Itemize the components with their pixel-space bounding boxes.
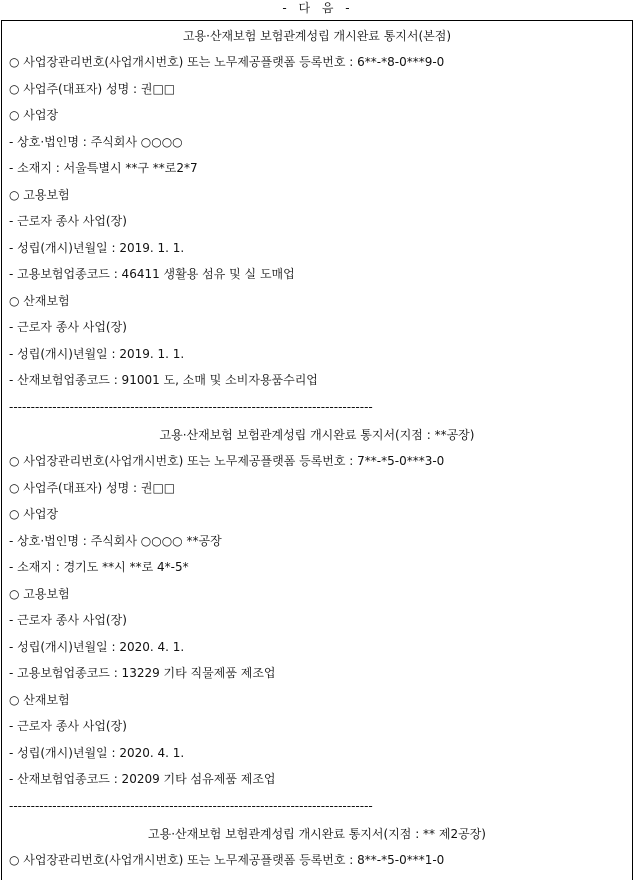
notice-line: ○ 사업주(대표자) 성명 : 권□□ [9, 481, 176, 495]
notice-line: - 산재보험업종코드 : 20209 기타 섬유제품 제조업 [9, 772, 276, 786]
notice-line: - 근로자 종사 사업(장) [9, 613, 127, 627]
notice-line: - 성립(개시)년월일 : 2019. 1. 1. [9, 241, 185, 255]
notice-line: - 근로자 종사 사업(장) [9, 320, 127, 334]
notice-line: ○ 사업주(대표자) 성명 : 권□□ [9, 82, 176, 96]
notice-box [1, 20, 633, 880]
notice-line: - 상호·법인명 : 주식회사 ○○○○ **공장 [9, 534, 222, 548]
notice-line: ○ 산재보험 [9, 693, 70, 707]
notice-line: - 고용보험업종코드 : 13229 기타 직물제품 제조업 [9, 666, 276, 680]
notice-line: - 성립(개시)년월일 : 2019. 1. 1. [9, 347, 185, 361]
section-divider: ------------------------------------------------------------------------------------ [9, 400, 373, 414]
notice-line: - 성립(개시)년월일 : 2020. 4. 1. [9, 746, 185, 760]
notice-line: 고용·산재보험 보험관계성립 개시완료 통지서(지점 : ** 제2공장) [148, 827, 486, 841]
document-header: - 다 음 - [282, 1, 354, 15]
notice-line: ○ 산재보험 [9, 294, 70, 308]
notice-line: - 소재지 : 경기도 **시 **로 4*-5* [9, 560, 189, 574]
notice-line: - 성립(개시)년월일 : 2020. 4. 1. [9, 640, 185, 654]
notice-line: ○ 고용보험 [9, 188, 70, 202]
notice-line: ○ 사업장관리번호(사업개시번호) 또는 노무제공플랫폼 등록번호 : 8**-*5-0***1-0 [9, 853, 445, 867]
notice-line: - 소재지 : 서울특별시 **구 **로2*7 [9, 161, 198, 175]
notice-line: - 근로자 종사 사업(장) [9, 719, 127, 733]
notice-line: ○ 사업장 [9, 108, 59, 122]
notice-line: - 상호·법인명 : 주식회사 ○○○○ [9, 135, 183, 149]
notice-line: - 근로자 종사 사업(장) [9, 214, 127, 228]
notice-line: ○ 사업장관리번호(사업개시번호) 또는 노무제공플랫폼 등록번호 : 7**-*5-0***3-0 [9, 454, 445, 468]
notice-line: 고용·산재보험 보험관계성립 개시완료 통지서(지점 : **공장) [159, 428, 475, 442]
notice-line: ○ 고용보험 [9, 587, 70, 601]
notice-line: ○ 사업장 [9, 507, 59, 521]
notice-line: 고용·산재보험 보험관계성립 개시완료 통지서(본점) [182, 29, 452, 43]
notice-line: ○ 사업장관리번호(사업개시번호) 또는 노무제공플랫폼 등록번호 : 6**-*8-0***9-0 [9, 55, 445, 69]
section-divider: ------------------------------------------------------------------------------------ [9, 799, 373, 813]
notice-line: - 고용보험업종코드 : 46411 생활용 섬유 및 실 도매업 [9, 267, 295, 281]
notice-line: - 산재보험업종코드 : 91001 도, 소매 및 소비자용품수리업 [9, 373, 318, 387]
